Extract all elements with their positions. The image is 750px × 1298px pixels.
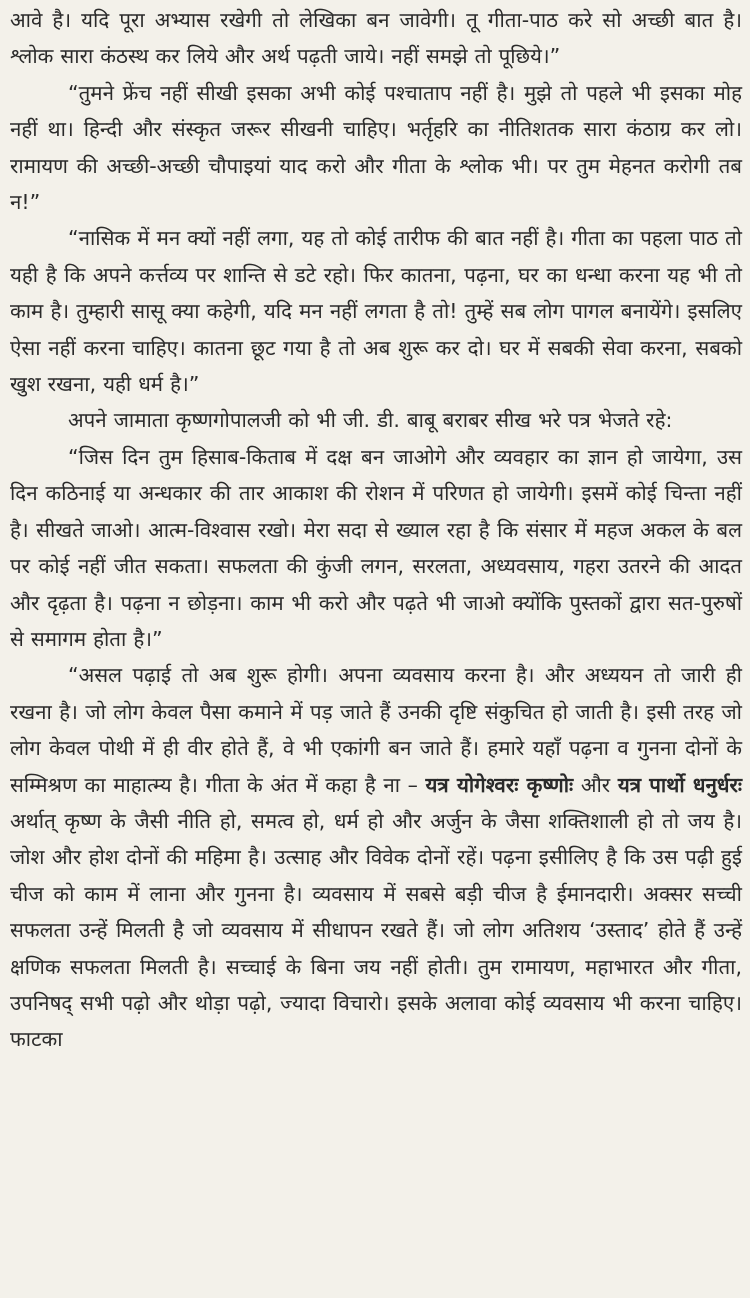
paragraph-2: “तुमने फ्रेंच नहीं सीखी इसका अभी कोई पश्चाताप नहीं है। मुझे तो पहले भी इसका मोह नहीं था। हिन्दी और संस्कृत जरूर सीखनी चाहिए। भर्तृहरि का नीतिशतक सारा कंठाग्र कर लो। रामायण की अच्छी-अच्छी चौपाइयां याद करो और गीता के श्लोक भी। पर तुम मेहनत करोगी तब न!” [10,80,742,215]
gita-quote-2: यत्र पार्थो धनुर्धरः [617,772,742,797]
paragraph-5: “जिस दिन तुम हिसाब-किताब में दक्ष बन जाओगे और व्यवहार का ज्ञान हो जायेगा, उस दिन कठिनाई या अन्धकार की तार आकाश की रोशन में परिणत हो जायेगी। इसमें कोई चिन्ता नहीं है। सीखते जाओ। आत्म-विश्वास रखो। मेरा सदा से ख्याल रहा है कि संसार में महज अकल के बल पर कोई नहीं जीत सकता। सफलता की कुंजी लगन, सरलता, अध्यवसाय, गहरा उतरने की आदत और दृढ़ता है। पढ़ना न छोड़ना। काम भी करो और पढ़ते भी जाओ क्योंकि पुस्तकों द्वारा सत-पुरुषों से समागम होता है।” [10,444,742,651]
paragraph-6-text-after: अर्थात् कृष्ण के जैसी नीति हो, समत्व हो, धर्म हो और अर्जुन के जैसा शक्तिशाली हो तो जय है। जोश और होश दोनों की महिमा है। उत्साह और विवेक दोनों रहें। पढ़ना इसीलिए है कि उस पढ़ी हुई चीज को काम में लाना और गुनना है। व्यवसाय में सबसे बड़ी चीज है ईमानदारी। अक्सर सच्ची सफलता उन्हें मिलती है जो व्यवसाय में सीधापन रखते हैं। जो लोग अतिशय ‘उस्ताद’ होते हैं उन्हें क्षणिक सफलता मिलती है। सच्चाई के बिना जय नहीं होती। तुम रामायण, महाभारत और गीता, उपनिषद् सभी पढ़ो और थोड़ा पढ़ो, ज्यादा विचारो। इसके अलावा कोई व्यवसाय भी करना चाहिए। फाटका [10,808,742,1052]
paragraph-1: आवे है। यदि पूरा अभ्यास रखेगी तो लेखिका बन जावेगी। तू गीता-पाठ करे सो अच्छी बात है। श्लोक सारा कंठस्थ कर लिये और अर्थ पढ़ती जाये। नहीं समझे तो पूछिये।” [10,8,742,69]
paragraph-4: अपने जामाता कृष्णगोपालजी को भी जी. डी. बाबू बराबर सीख भरे पत्र भेजते रहे: [68,408,673,433]
paragraph-6 [10,657,742,1057]
paragraph-3: “नासिक में मन क्यों नहीं लगा, यह तो कोई तारीफ की बात नहीं है। गीता का पहला पाठ तो यही है कि अपने कर्त्तव्य पर शान्ति से डटे रहो। फिर कातना, पढ़ना, घर का धन्धा करना यह भी तो काम है। तुम्हारी सासू क्या कहेगी, यदि मन नहीं लगता है तो! तुम्हें सब लोग पागल बनायेंगे। इसलिए ऐसा नहीं करना चाहिए। कातना छूट गया है तो अब शुरू कर दो। घर में सबकी सेवा करना, सबको खुश रखना, यही धर्म है।” [10,226,742,397]
gita-quote-1: यत्र योगेश्वरः कृष्णोः [425,772,574,797]
paragraph-6-text-middle: और [573,772,618,797]
paragraph-6-text-before: “असल पढ़ाई तो अब शुरू होगी। अपना व्यवसाय करना है। और अध्ययन तो जारी ही रखना है। जो लोग केवल पैसा कमाने में पड़ जाते हैं उनकी दृष्टि संकुचित हो जाती है। इसी तरह जो लोग केवल पोथी में ही वीर होते हैं, वे भी एकांगी बन जाते हैं। हमारे यहाँ पढ़ना व गुनना दोनों के सम्मिश्रण का माहात्म्य है। गीता के अंत में कहा है ना – [10,663,742,797]
